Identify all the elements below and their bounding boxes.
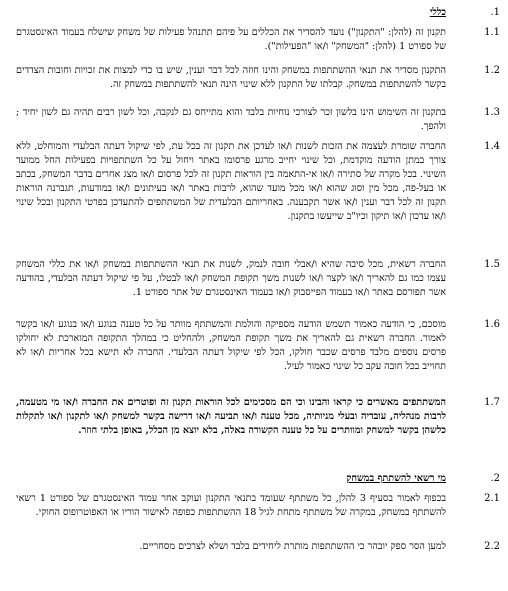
section-1-header [10,6,500,22]
clause-number: 1.2 [484,65,500,76]
clause-number: 2.1 [484,493,500,504]
clause-text: בכפוף לאמור בסעיף 3 להלן, כל משתתף שעומד בתנאי התקנון ועוקב אחר עמוד האינסטגרם של ספורט 1 רשאי להשתתף במשחק, במקרה של משתתף מתחת לגיל 18 ההשתתפות כפופה לאישור הוריו או האפוטרופוס החוקי. [16,493,447,518]
clause-2-1 [10,492,500,536]
clause-text: מוסכם, כי הודעה כאמור תשמש הודעה מספיקה והולמת והמשתתף מוותר על כל טענה בנוגע ו/או בנוגע ו/או בקשר לאמור. החברה רשאית גם להאריך את משך תקופת המשחק, ולהחליט כי במהלך התקופה המוארכת לא יחולקו פרסים נוספים מלבד פרסים שכבר חולקו, הכל לפי שיקול דעתה הבלעדי. החברה לא תישא בכל אחריות ו/או לא תחוייב בכל חובה עקב כל שינוי כאמור לעיל. [16,319,446,372]
clause-number: 2.2 [484,541,500,552]
clause-number: 1.5 [484,259,500,270]
clause-1-6 [10,318,500,390]
clause-text: המשתתפים מאשרים כי קראו והבינו וכי הם מסכימים לכל הוראות תקנון זה ופוטרים את החברה ו/או מי מטעמה, לרבות מנהליה, עובדיה ובעלי מניותיה, מכל טענה ו/או תביעה ו/או דרישה בקשר למשחק ו/או לתקנון ו/או לתקלות כלשהן בקשר למשחק ומוותרים על כל טענה הקשורה באלה, בלא יוצא מן הכלל, באופן בלתי חוזר. [16,397,446,436]
clause-number: 1.1 [484,27,500,38]
section-number: .1 [490,7,500,18]
clause-1-4 [10,140,500,254]
clause-number: 1.6 [484,319,500,330]
section-title: מי רשאי להשתתף במשחק [346,473,446,484]
clause-text: החברה רשאית, מכל סיבה שהיא ו/אבלי חובה לנמק, לשנות את תנאי ההשתתפות במשחק ו/או את כללי המשחק עצמו כמו גם להאריך ו/או לקצר ו/או לשנות משך תקופת המשחק ו/או לבטלו, על פי שיקול דעתה הבלעדי, בהודעה אשר תפורסם באתר ו/או בעמוד הפייסבוק ו/או בעמוד האינסטגרם של אתר ספורט 1. [16,259,446,298]
clause-number: 1.4 [484,141,500,152]
clause-2-2 [10,540,500,556]
clause-1-1 [10,26,500,56]
clause-1-7 [10,396,500,454]
clause-1-5 [10,258,500,316]
clause-1-3 [10,106,500,136]
clause-number: 1.3 [484,107,500,118]
clause-text: התקנון מסדיר את תנאי ההשתתפות במשחק והינו חוזה לכל דבר וענין, שיש בו כדי למצות את זכויות וחובות הצדדים בקשר להשתתפות במשחק. קבלתו של התקנון ללא שינוי הינה תנאי להשתתפות במשחק זה. [16,65,446,90]
section-title: כללי [429,7,446,18]
section-2-header [10,472,500,488]
clause-number: 1.7 [484,397,500,408]
section-number: .2 [490,473,500,484]
clause-text: החברה שומרת לעצמה את הזכות לשנות ו/או לעדכן את תקנון זה בכל עת, לפי שיקול דעתה הבלעדי והמוחלט, ללא צורך במתן הודעה מוקדמת, וכל שינוי יחייב מרגע פרסומו באתר ויחול על כל השתתפויות בפעילות החל ממועד השינוי. בכל מקרה של סתירה ו/או אי-התאמה בין הוראות תקנון זה לכל פרסום ו/או מצג אחרים בדבר המשחק, בכתב או בעל-פה, מכל מין וסוג שהוא ו/או מכל מועד שהוא, לרבות באתר ו/או בעיתונים ו/או במודעות, תגברנה הוראות תקנון זה לכל דבר וענין ו/או אשר תקבענה. באחריותם הבלעדית של המשתתפים להתעדכן בפרטי התקנון ובכל שינוי ו/או עדכון ו/או תיקון וכיו"ב שייעשו בתקנון. [16,141,446,222]
clause-text: בתקנון זה השימוש הינו בלשון זכר לצורכי נוחיות בלבד והוא מתייחס גם לנקבה, וכל לשון רבים תהיה גם לשון יחיד ; ולהפך. [16,107,446,132]
clause-1-2 [10,64,500,94]
clause-text: למען הסר ספק יובהר כי ההשתתפות מותרת ליחידים בלבד ושלא לצרכים מסחריים. [139,541,446,552]
clause-text: תקנון זה (להלן: "התקנון") נועד להסדיר את הכללים על פיהם תתנהל פעילות של משחק שישלח בעמוד האינסטגרם של ספורט 1 (להלן: "המשחק" ו/או "הפעילות"). [16,27,446,52]
